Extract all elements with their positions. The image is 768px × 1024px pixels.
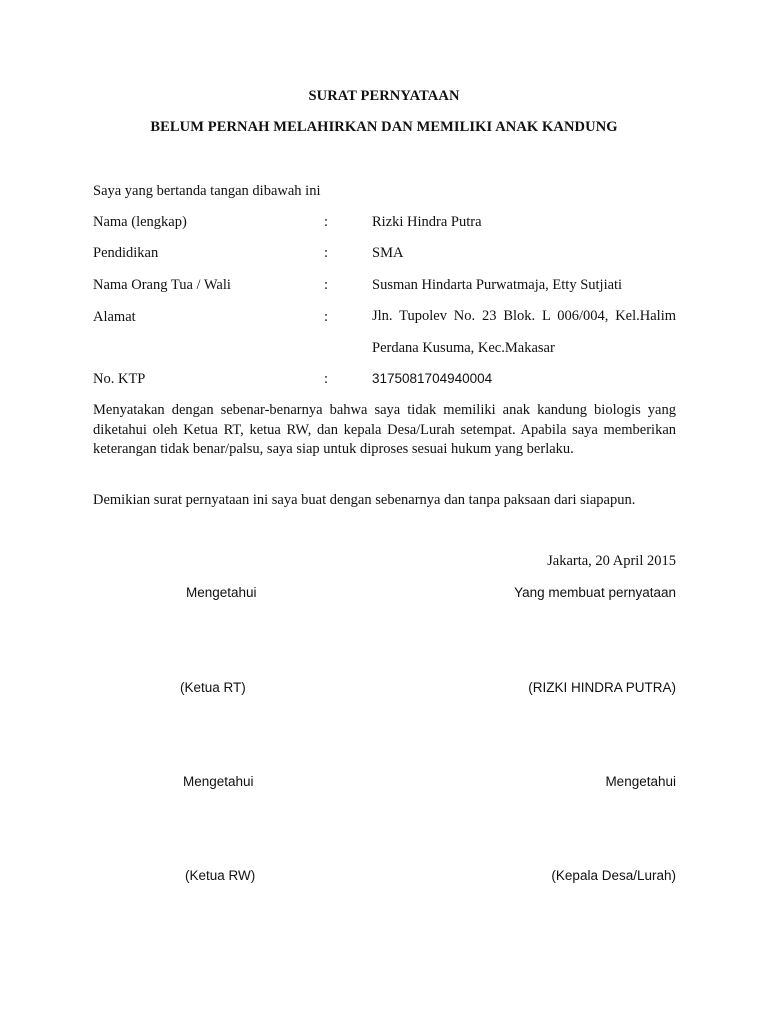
closing-paragraph: Demikian surat pernyataan ini saya buat dengan sebenarnya dan tanpa paksaan dari siapapun. [93,492,636,508]
signature-name-lurah: (Kepala Desa/Lurah) [551,868,676,883]
signature-heading-right-2: Mengetahui [605,774,676,789]
field-label: Nama (lengkap) [93,214,187,230]
field-row-pendidikan [0,244,768,262]
document-subtitle: BELUM PERNAH MELAHIRKAN DAN MEMILIKI ANAK KANDUNG [150,119,618,135]
field-label: Alamat [93,309,136,325]
intro-text: Saya yang bertanda tangan dibawah ini [93,183,321,199]
signature-heading-right: Yang membuat pernyataan [514,585,676,600]
field-value: Susman Hindarta Purwatmaja, Etty Sutjiati [372,277,623,293]
field-row-nama [0,213,768,231]
field-label: No. KTP [93,371,146,387]
field-colon: : [324,309,329,325]
field-colon: : [324,371,329,387]
field-label: Pendidikan [93,245,159,261]
field-label: Nama Orang Tua / Wali [93,277,231,293]
field-row-alamat-cont [0,339,768,357]
field-colon: : [324,245,329,261]
signature-name-declarant: (RIZKI HINDRA PUTRA) [528,680,676,695]
field-colon: : [324,214,329,230]
field-colon: : [324,277,329,293]
field-value-continued: Perdana Kusuma, Kec.Makasar [372,340,555,356]
signature-heading-left: Mengetahui [186,585,257,600]
declaration-paragraph: Menyatakan dengan sebenar-benarnya bahwa saya tidak memiliki anak kandung biologis yang diketahui oleh Ketua RT, ketua RW, dan kepala Desa/Lurah setempat. Apabila saya memberikan keterangan tidak benar/palsu, saya siap untuk diproses sesuai hukum yang berlaku. [93,402,676,457]
document-title: SURAT PERNYATAAN [308,88,460,104]
field-value: Rizki Hindra Putra [372,214,482,230]
field-value: Jln. Tupolev No. 23 Blok. L 006/004, Kel.Halim [372,308,676,324]
field-row-alamat [0,308,768,326]
field-value: SMA [372,245,404,261]
signature-heading-left-2: Mengetahui [183,774,254,789]
field-row-ktp [0,370,768,388]
field-value: 3175081704940004 [372,371,493,386]
place-date: Jakarta, 20 April 2015 [547,553,676,569]
signature-name-ketua-rt: (Ketua RT) [180,680,246,695]
field-row-orang-tua [0,276,768,294]
signature-name-ketua-rw: (Ketua RW) [185,868,256,883]
